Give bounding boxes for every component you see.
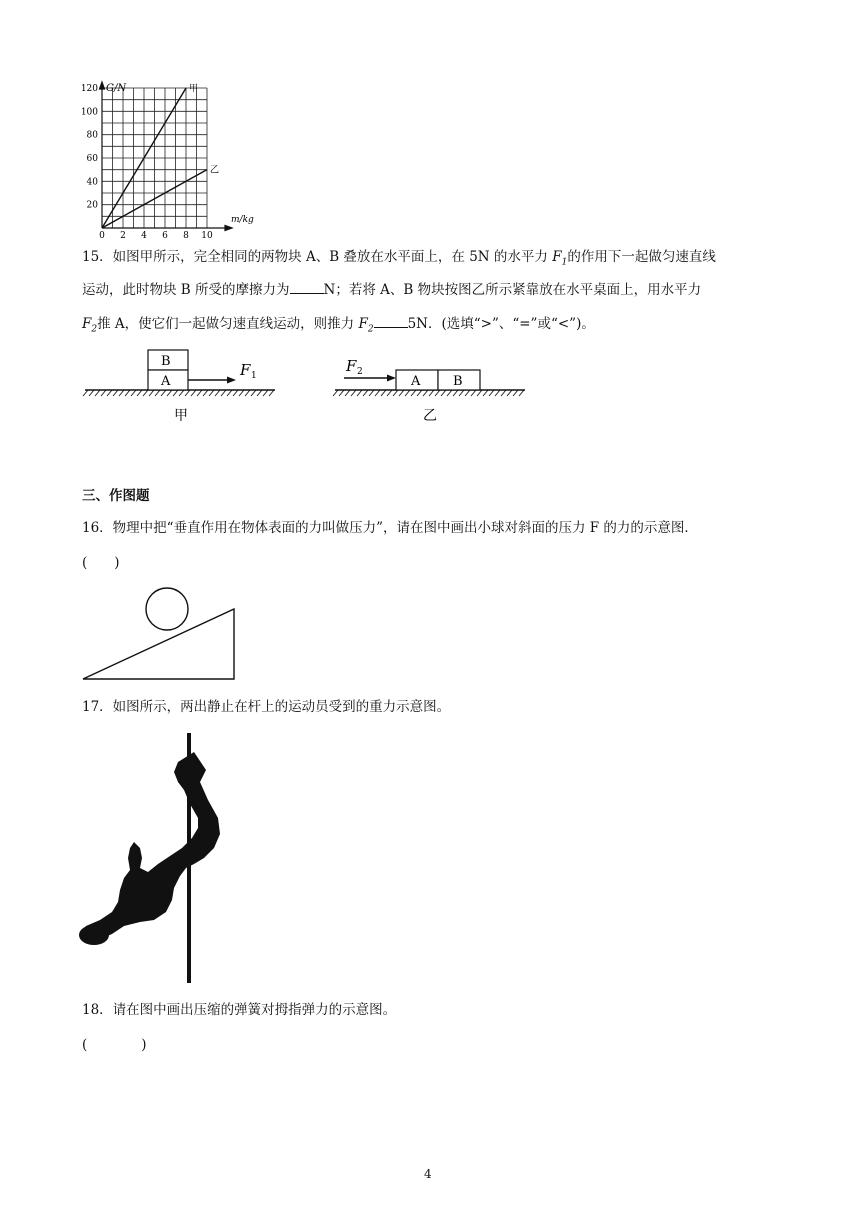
hatch-line [173, 390, 178, 396]
hatch-line [333, 390, 338, 396]
hatch-line [215, 390, 220, 396]
hatch-line [83, 390, 88, 396]
x-tick-labels [99, 231, 213, 240]
hatch-line [423, 390, 428, 396]
hatch-line [221, 390, 226, 396]
hatch-line [351, 390, 356, 396]
hatch-line [399, 390, 404, 396]
y-tick-label: 80 [86, 130, 98, 141]
block-a-label: A [161, 374, 171, 389]
arrow-head [227, 377, 236, 384]
y-tick-label: 40 [86, 177, 98, 188]
hatch-line [453, 390, 458, 396]
y-tick-label: 20 [86, 200, 98, 211]
q15-line-1: 15．如图甲所示，完全相同的两物块 A、B 叠放在水平面上，在 5N 的水平力 $F_1$的作用下一起做匀速直线 [82, 249, 716, 268]
hatch-line [101, 390, 106, 396]
graph-grid [102, 88, 207, 228]
incline-ball-figure [80, 582, 240, 682]
hatch-line [251, 390, 256, 396]
force-f1-subscript: 1 [251, 371, 257, 381]
hatch-line [131, 390, 136, 396]
hatch-line [95, 390, 100, 396]
graph-axes [100, 82, 233, 231]
hatch-line [203, 390, 208, 396]
block-a-label: A [411, 374, 421, 389]
hatch-line [227, 390, 232, 396]
athlete-silhouette [80, 752, 220, 942]
hatch-line [501, 390, 506, 396]
hatch-line [161, 390, 166, 396]
hatch-line [257, 390, 262, 396]
y-axis-label: G/N [106, 83, 127, 94]
hatch-line [191, 390, 196, 396]
hatch-line [197, 390, 202, 396]
force-f2-subscript: 2 [357, 367, 363, 377]
hatch-line [507, 390, 512, 396]
hatch-line [441, 390, 446, 396]
block-b-label: B [161, 354, 171, 369]
x-axis-label: m/kg [231, 215, 254, 225]
hatch-line [239, 390, 244, 396]
y-tick-label: 100 [80, 107, 98, 118]
series-label: 乙 [210, 165, 220, 176]
hatch-line [137, 390, 142, 396]
g-m-graph [80, 80, 260, 240]
hatch-line [411, 390, 416, 396]
figure-yi [330, 345, 530, 430]
hatch-line [119, 390, 124, 396]
page-number: 4 [424, 1167, 432, 1181]
hatch-line [387, 390, 392, 396]
hatch-line [363, 390, 368, 396]
ground-hatching [333, 390, 524, 396]
hatch-line [269, 390, 274, 396]
hatch-line [429, 390, 434, 396]
x-tick-label: 10 [201, 231, 213, 240]
q16-answer-paren[interactable]: ( ) [82, 555, 120, 571]
hatch-line [489, 390, 494, 396]
y-tick-label: 120 [80, 84, 98, 94]
y-tick-labels [81, 84, 98, 211]
q18-text: 18．请在图中画出压缩的弹簧对拇指弹力的示意图。 [82, 1002, 397, 1018]
x-tick-label: 2 [120, 231, 126, 240]
figure-caption-jia: 甲 [174, 408, 188, 424]
hatch-line [155, 390, 160, 396]
section-title: 三、作图题 [82, 488, 150, 504]
hatch-line [435, 390, 440, 396]
q15-line-2: 运动，此时物块 B 所受的摩擦力为 N；若将 A、B 物块按图乙所示紧靠放在水平桌面上，用水平力 [82, 282, 702, 298]
hatch-line [375, 390, 380, 396]
x-tick-label: 0 [99, 231, 105, 240]
hatch-line [405, 390, 410, 396]
hatch-line [459, 390, 464, 396]
hatch-line [107, 390, 112, 396]
hatch-line [465, 390, 470, 396]
hatch-line [513, 390, 518, 396]
hatch-line [357, 390, 362, 396]
hatch-line [143, 390, 148, 396]
hatch-line [245, 390, 250, 396]
hatch-line [369, 390, 374, 396]
hatch-line [477, 390, 482, 396]
graph-series [102, 83, 219, 228]
hatch-line [495, 390, 500, 396]
hatch-line [185, 390, 190, 396]
hatch-line [417, 390, 422, 396]
x-tick-label: 6 [162, 231, 168, 240]
figure-caption-yi: 乙 [423, 408, 437, 424]
hatch-line [339, 390, 344, 396]
hatch-line [447, 390, 452, 396]
hatch-line [167, 390, 172, 396]
hatch-line [471, 390, 476, 396]
q15-line-3: $F_2$推 A，使它们一起做匀速直线运动，则推力 $F_2$ 5N．(选填“>”、“=”或“<”)。 [82, 316, 595, 335]
hatch-line [381, 390, 386, 396]
hatch-line [345, 390, 350, 396]
figure-jia [80, 345, 280, 430]
force-f2-label: F [346, 357, 357, 375]
q16-text: 16．物理中把“垂直作用在物体表面的力叫做压力”，请在图中画出小球对斜面的压力 F 的力的示意图． [82, 520, 698, 536]
hatch-line [519, 390, 524, 396]
answer-blank[interactable] [374, 315, 408, 328]
answer-blank[interactable] [290, 281, 324, 294]
q18-answer-paren[interactable]: ( ) [82, 1037, 147, 1053]
athlete-head [79, 925, 109, 945]
hatch-line [125, 390, 130, 396]
hatch-line [113, 390, 118, 396]
hatch-line [209, 390, 214, 396]
hatch-line [393, 390, 398, 396]
block-b-label: B [453, 374, 463, 389]
ball [146, 588, 188, 630]
hatch-line [233, 390, 238, 396]
hatch-line [179, 390, 184, 396]
x-tick-label: 8 [183, 231, 189, 240]
hatch-line [89, 390, 94, 396]
pole-athlete-figure [78, 730, 248, 985]
q17-text: 17．如图所示，两出静止在杆上的运动员受到的重力示意图。 [82, 699, 451, 715]
y-tick-label: 60 [86, 154, 98, 164]
hatch-line [149, 390, 154, 396]
ground-hatching [83, 390, 274, 396]
force-f1-label: F [240, 361, 251, 379]
arrow-head [387, 375, 396, 382]
hatch-line [263, 390, 268, 396]
series-label: 甲 [189, 84, 199, 94]
hatch-line [483, 390, 488, 396]
x-tick-label: 4 [141, 231, 147, 240]
